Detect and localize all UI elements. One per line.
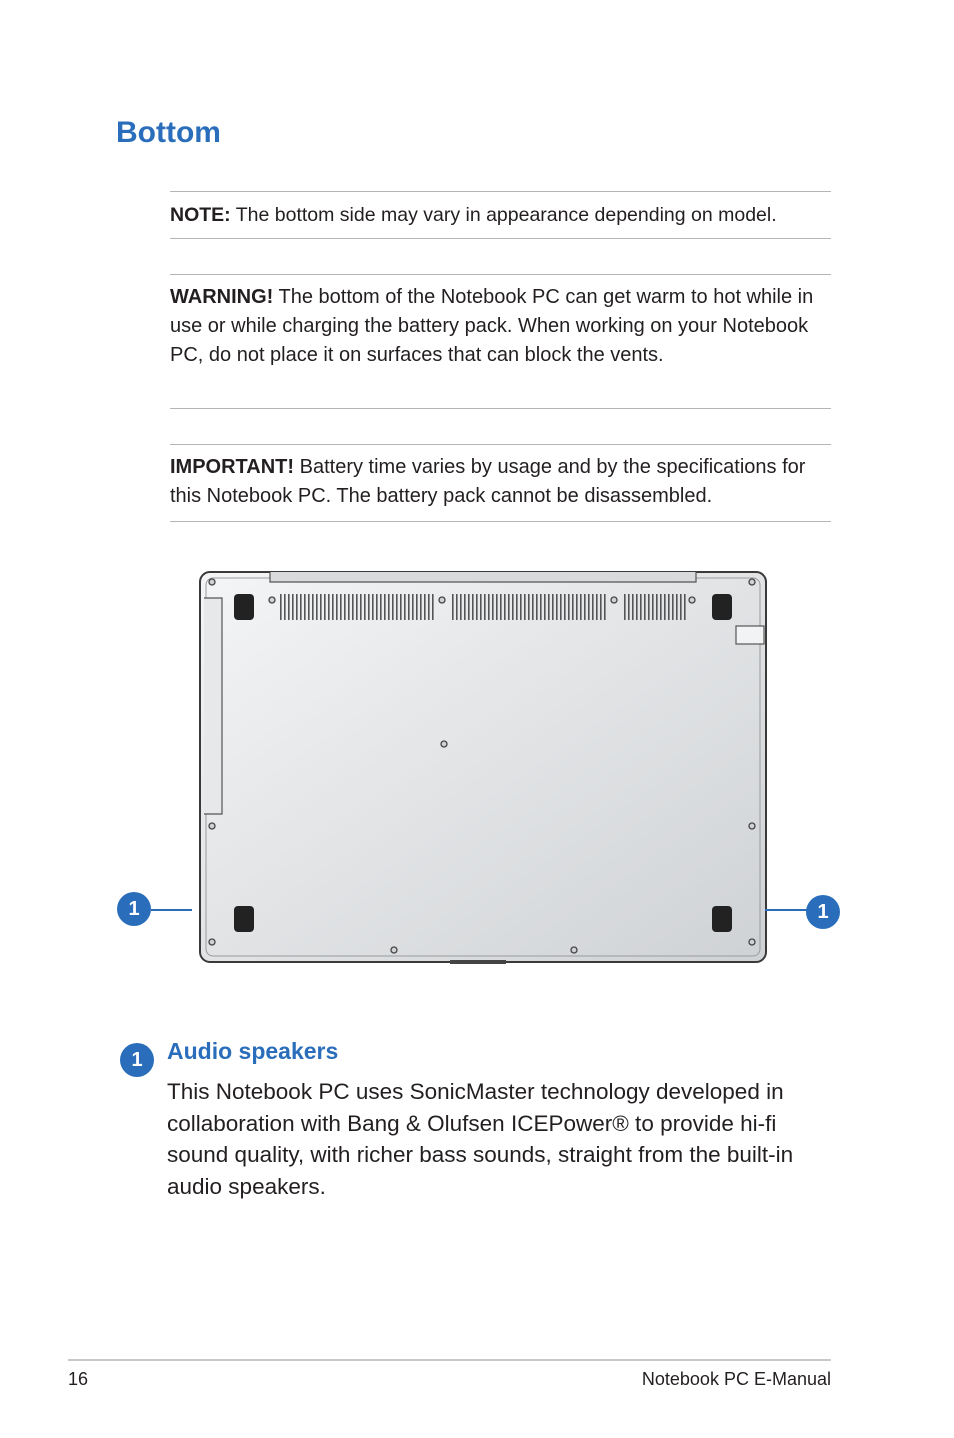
- hinge-strip: [270, 572, 696, 582]
- page-title: Bottom: [116, 116, 221, 149]
- warning-box: [170, 274, 831, 409]
- page-number: 16: [68, 1369, 89, 1389]
- callout-line-left: [151, 909, 192, 911]
- footer-manual-title: Notebook PC E-Manual: [641, 1369, 831, 1389]
- important-label: IMPORTANT!: [170, 456, 295, 478]
- battery-panel: [204, 598, 222, 814]
- warning-text: The bottom of the Notebook PC can get warm to hot while in use or while charging the battery pack. When working on your Notebook PC, do not place it on surfaces that can block the vents.: [170, 286, 814, 366]
- section-body: This Notebook PC uses SonicMaster technology developed in collaboration with Bang & Olufsen ICEPower® to provide hi-fi sound quality, with richer bass sounds, straight from the built-in audio speakers.: [167, 1079, 794, 1199]
- callout-badge-right: 1: [806, 895, 840, 929]
- callout-badge-left: 1: [117, 892, 151, 926]
- note-label: NOTE:: [170, 204, 231, 226]
- chassis-outline: [200, 572, 766, 962]
- section-number-badge: 1: [120, 1043, 154, 1077]
- important-box: [170, 444, 831, 522]
- warning-label: WARNING!: [170, 286, 274, 308]
- important-text: Battery time varies by usage and by the specifications for this Notebook PC. The battery pack cannot be disassembled.: [170, 456, 806, 507]
- note-text: The bottom side may vary in appearance depending on model.: [230, 204, 777, 226]
- notebook-bottom-illustration: [198, 568, 770, 968]
- section-title: Audio speakers: [167, 1038, 339, 1064]
- footer-divider: [68, 1359, 831, 1361]
- note-box: [170, 191, 831, 239]
- callout-line-right: [765, 909, 807, 911]
